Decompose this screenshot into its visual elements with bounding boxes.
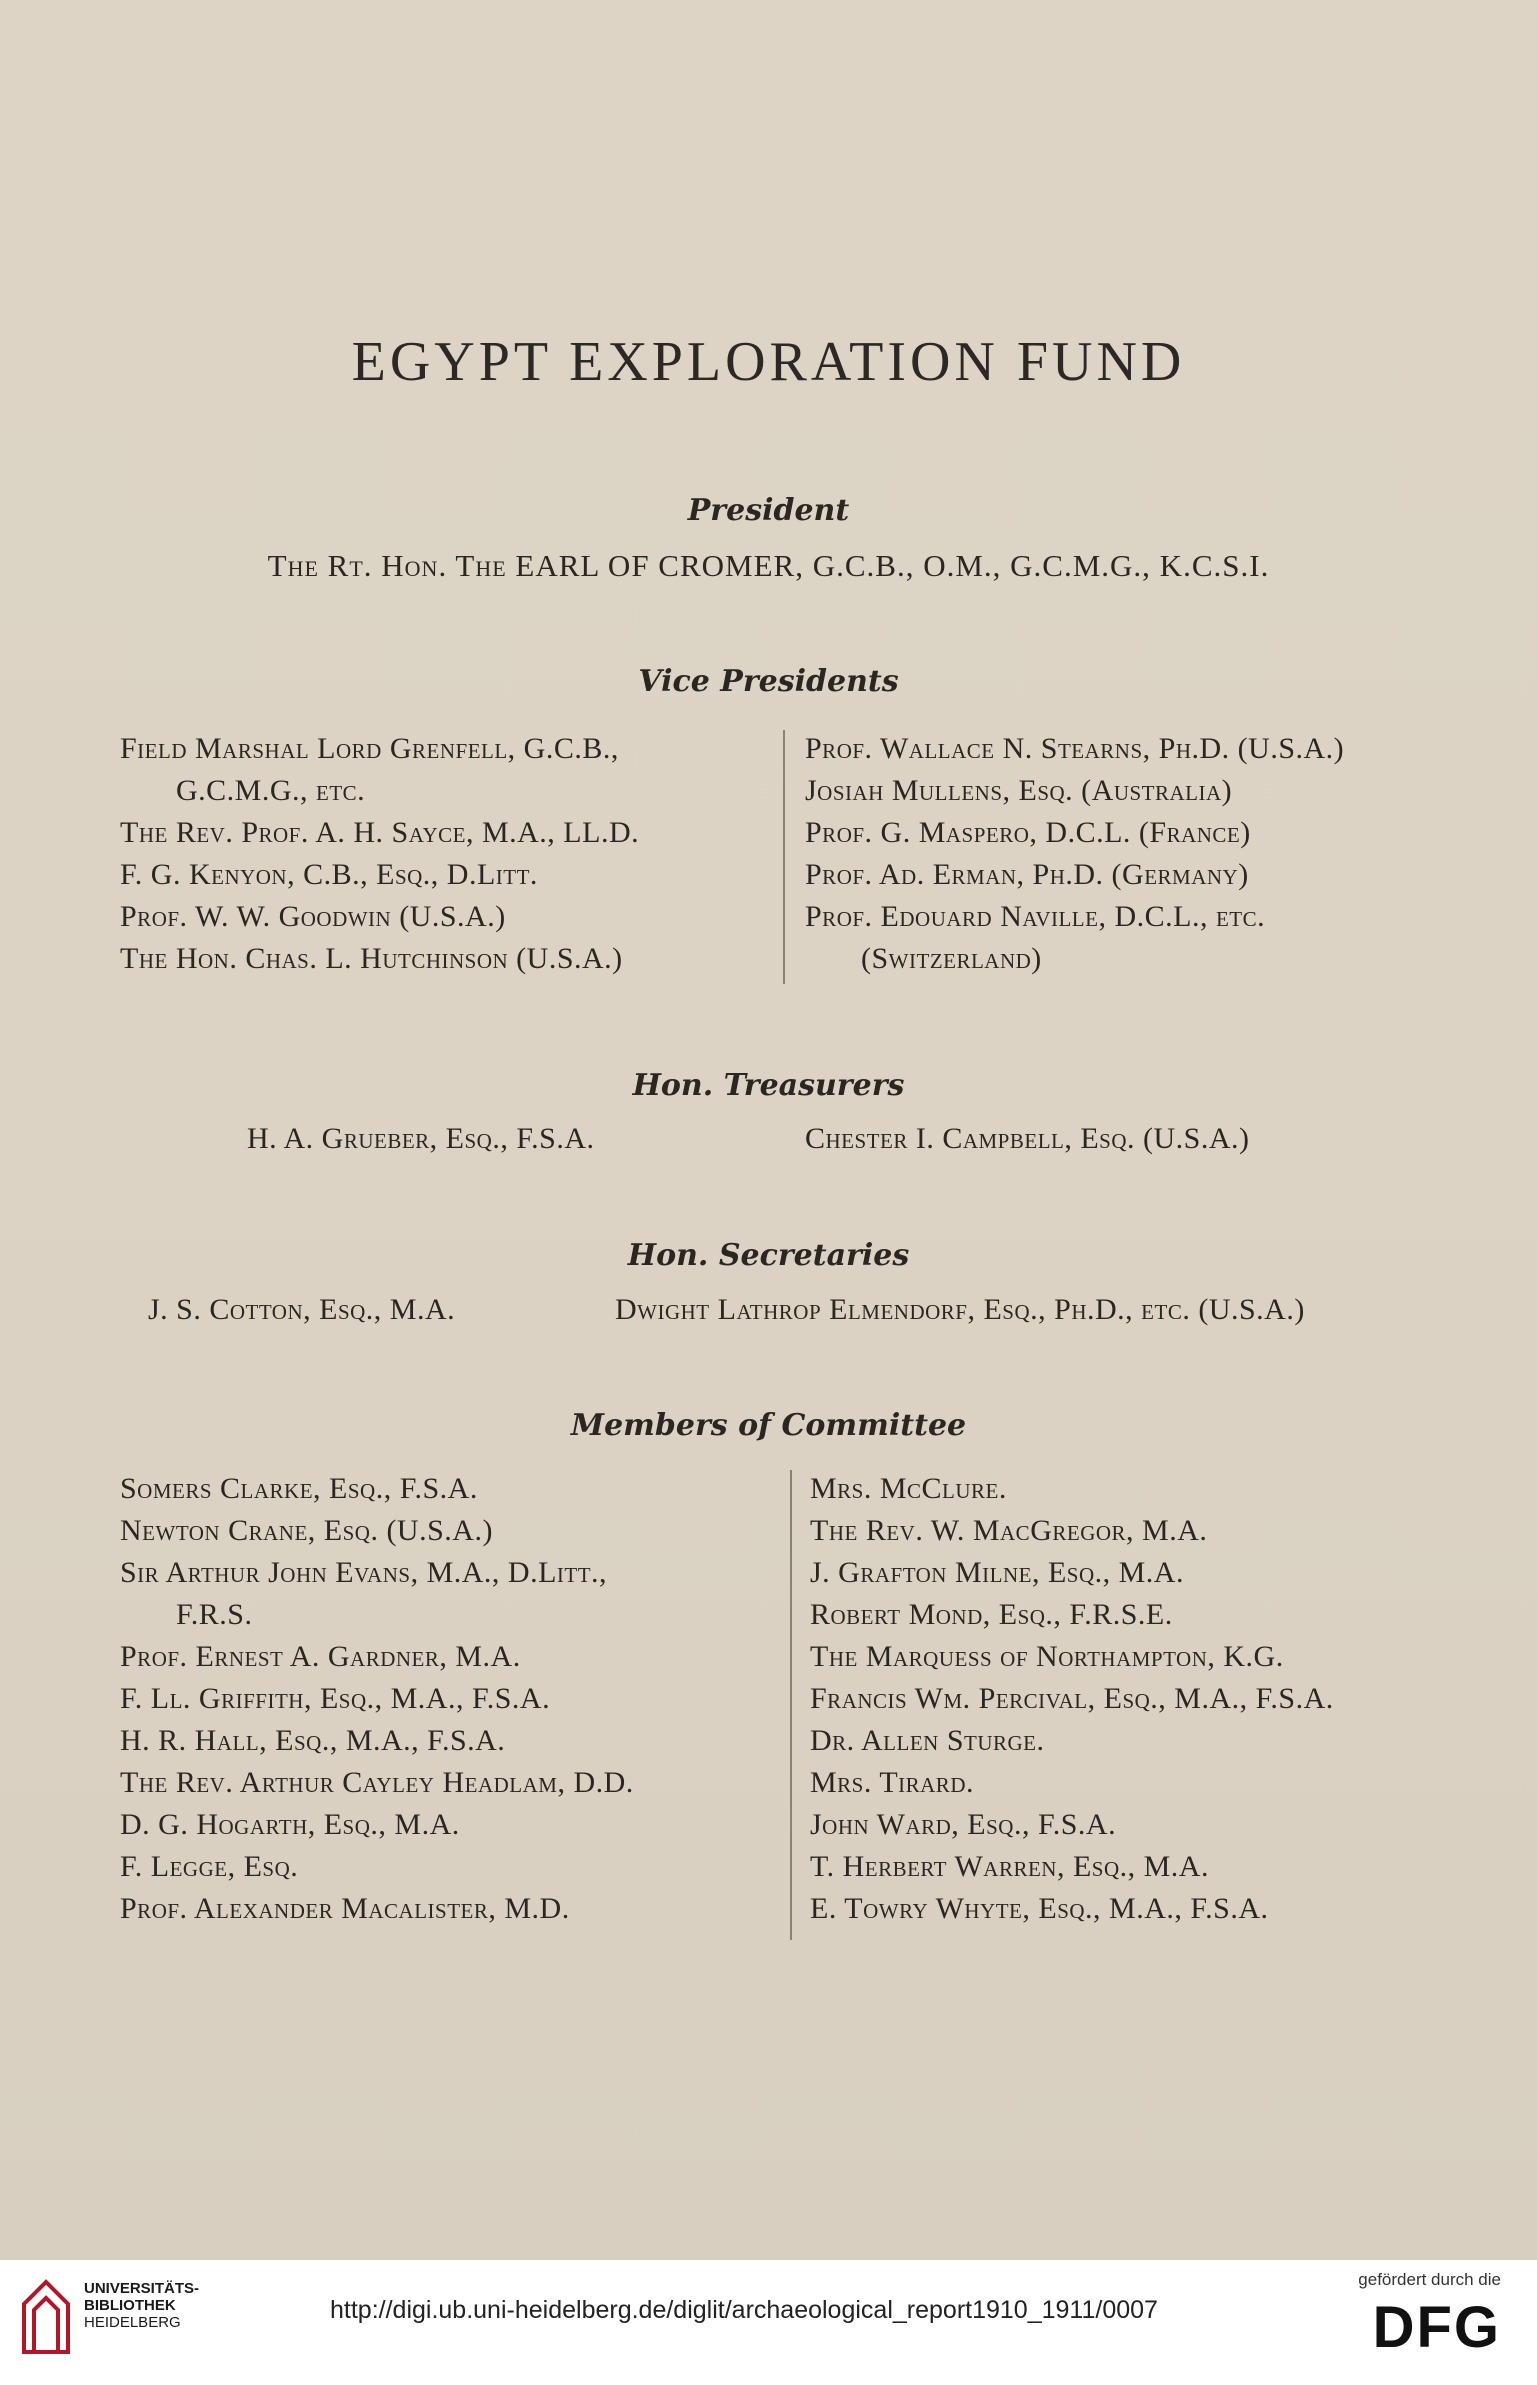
list-item: T. Herbert Warren, Esq., M.A.: [810, 1850, 1209, 1883]
document-title: EGYPT EXPLORATION FUND: [351, 331, 1186, 393]
list-item: Dr. Allen Sturge.: [810, 1724, 1045, 1757]
list-item: The Hon. Chas. L. Hutchinson (U.S.A.): [120, 942, 623, 975]
list-item: Prof. G. Maspero, D.C.L. (France): [805, 816, 1251, 849]
list-item: D. G. Hogarth, Esq., M.A.: [120, 1808, 460, 1841]
treasurer-right: Chester I. Campbell, Esq. (U.S.A.): [805, 1122, 1250, 1155]
list-item: F. G. Kenyon, C.B., Esq., D.Litt.: [120, 858, 538, 891]
list-item: Prof. W. W. Goodwin (U.S.A.): [120, 900, 506, 933]
list-item: The Rev. W. MacGregor, M.A.: [810, 1514, 1208, 1547]
secretary-left: J. S. Cotton, Esq., M.A.: [148, 1293, 456, 1326]
list-item: Francis Wm. Percival, Esq., M.A., F.S.A.: [810, 1682, 1334, 1715]
column-divider: [783, 730, 785, 984]
secretary-right: Dwight Lathrop Elmendorf, Esq., Ph.D., etc. (U.S.A.): [615, 1293, 1305, 1326]
permalink-url[interactable]: http://digi.ub.uni-heidelberg.de/diglit/archaeological_report1910_1911/0007: [330, 2296, 1158, 2324]
list-item: Mrs. McClure.: [810, 1472, 1007, 1505]
list-item: The Rev. Prof. A. H. Sayce, M.A., LL.D.: [120, 816, 640, 849]
treasurer-left: H. A. Grueber, Esq., F.S.A.: [247, 1122, 595, 1155]
list-item: F. Legge, Esq.: [120, 1850, 299, 1883]
committee-right-column: [810, 1468, 1334, 1930]
list-item: F.R.S.: [176, 1598, 253, 1631]
president-name: The Rt. Hon. The EARL OF CROMER, G.C.B., O.M., G.C.M.G., K.C.S.I.: [267, 548, 1270, 583]
list-item: J. Grafton Milne, Esq., M.A.: [810, 1556, 1184, 1589]
list-item: Somers Clarke, Esq., F.S.A.: [120, 1472, 478, 1505]
list-item: F. Ll. Griffith, Esq., M.A., F.S.A.: [120, 1682, 551, 1715]
list-item: Prof. Wallace N. Stearns, Ph.D. (U.S.A.): [805, 732, 1345, 765]
university-library-logo-icon: [18, 2274, 74, 2354]
vice-presidents-heading: Vice Presidents: [638, 664, 899, 699]
list-item: Prof. Ernest A. Gardner, M.A.: [120, 1640, 521, 1673]
list-item: Field Marshal Lord Grenfell, G.C.B.,: [120, 732, 619, 765]
vice-presidents-left-column: [120, 728, 639, 980]
vice-presidents-right-column: [805, 728, 1344, 980]
dfg-logo: DFG: [1372, 2295, 1501, 2360]
treasurers-heading: Hon. Treasurers: [632, 1068, 905, 1103]
list-item: Prof. Alexander Macalister, M.D.: [120, 1892, 570, 1925]
list-item: Josiah Mullens, Esq. (Australia): [805, 774, 1233, 807]
list-item: G.C.M.G., etc.: [176, 774, 366, 807]
list-item: H. R. Hall, Esq., M.A., F.S.A.: [120, 1724, 506, 1757]
list-item: Prof. Ad. Erman, Ph.D. (Germany): [805, 858, 1249, 891]
list-item: The Marquess of Northampton, K.G.: [810, 1640, 1284, 1673]
president-heading: President: [687, 493, 850, 528]
column-divider: [790, 1470, 792, 1940]
secretaries-heading: Hon. Secretaries: [627, 1238, 910, 1273]
committee-heading: Members of Committee: [570, 1408, 967, 1443]
list-item: Newton Crane, Esq. (U.S.A.): [120, 1514, 493, 1547]
list-item: Sir Arthur John Evans, M.A., D.Litt.,: [120, 1556, 608, 1589]
funding-text: gefördert durch die: [1358, 2270, 1501, 2289]
list-item: Prof. Edouard Naville, D.C.L., etc.: [805, 900, 1266, 933]
list-item: E. Towry Whyte, Esq., M.A., F.S.A.: [810, 1892, 1269, 1925]
viewer-footer: [0, 2260, 1537, 2385]
committee-left-column: [120, 1468, 634, 1930]
list-item: The Rev. Arthur Cayley Headlam, D.D.: [120, 1766, 634, 1799]
list-item: John Ward, Esq., F.S.A.: [810, 1808, 1117, 1841]
university-library-name: UNIVERSITÄTS- BIBLIOTHEK HEIDELBERG: [84, 2280, 200, 2331]
list-item: (Switzerland): [861, 942, 1042, 975]
list-item: Mrs. Tirard.: [810, 1766, 974, 1799]
list-item: Robert Mond, Esq., F.R.S.E.: [810, 1598, 1173, 1631]
